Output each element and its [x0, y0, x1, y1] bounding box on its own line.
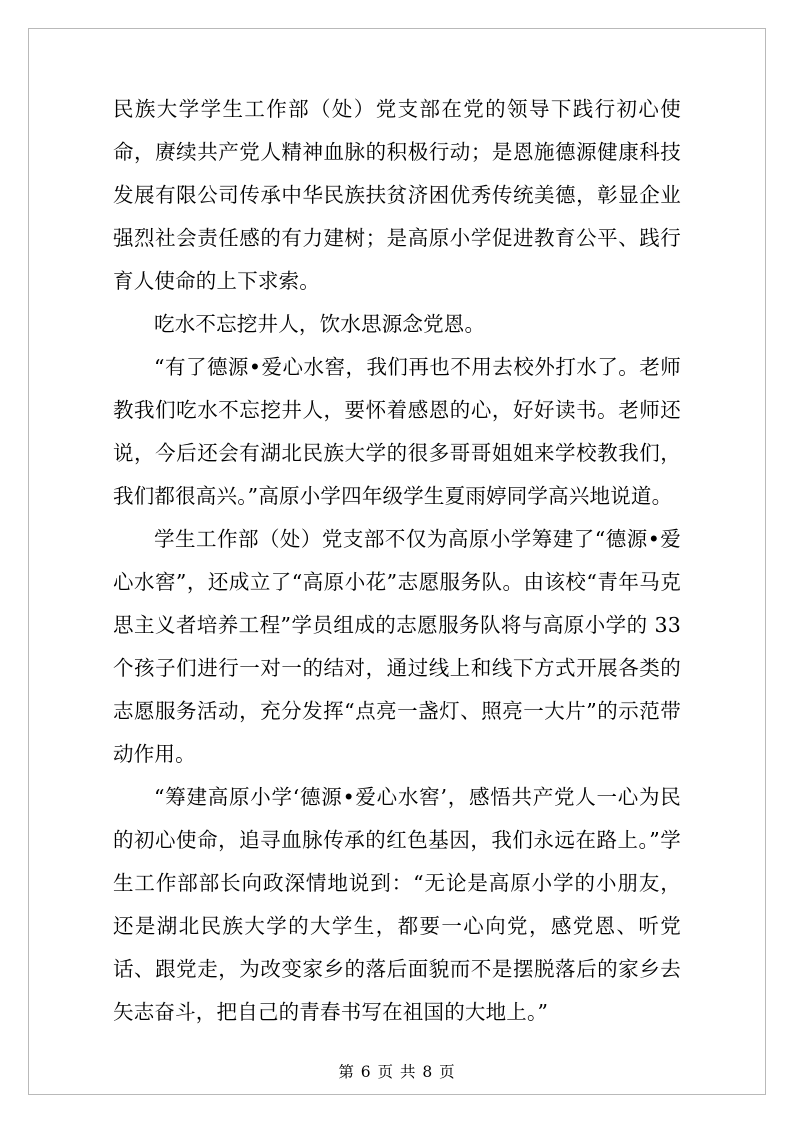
paragraph-3: “有了德源•爱心水窖，我们再也不用去校外打水了。老师教我们吃水不忘挖井人，要怀着感恩的心，好好读书。老师还说，今后还会有湖北民族大学的很多哥哥姐姐来学校教我们，我们都很高兴。”高原小学四年级学生夏雨婷同学高兴地说道。 [113, 355, 681, 508]
paragraph-1: 民族大学学生工作部（处）党支部在党的领导下践行初心使命，赓续共产党人精神血脉的积极行动；是恩施德源健康科技发展有限公司传承中华民族扶贫济困优秀传统美德，彰显企业强烈社会责任感的有力建树；是高原小学促进教育公平、践行育人使命的上下求索。 [113, 97, 681, 293]
paragraph-4: 学生工作部（处）党支部不仅为高原小学筹建了“德源•爱心水窖”，还成立了“高原小花”志愿服务队。由该校“青年马克思主义者培养工程”学员组成的志愿服务队将与高原小学的 33 个孩子们进行一对一的结对，通过线上和线下方式开展各类的志愿服务活动，充分发挥“点亮一盏灯、照亮一大片”的示范带动作用。 [113, 527, 681, 766]
paragraph-2: 吃水不忘挖井人，饮水思源念党恩。 [154, 312, 486, 336]
page-footer: 第 6 页 共 8 页 [338, 1063, 456, 1081]
document-body [113, 88, 681, 1034]
paragraph-5: “筹建高原小学‘德源•爱心水窖’，感悟共产党人一心为民的初心使命，追寻血脉传承的红色基因，我们永远在路上。”学生工作部部长向政深情地说到：“无论是高原小学的小朋友，还是湖北民族大学的大学生，都要一心向党，感党恩、听党话、跟党走，为改变家乡的落后面貌而不是摆脱落后的家乡去矢志奋斗，把自己的青春书写在祖国的大地上。” [113, 785, 681, 1024]
